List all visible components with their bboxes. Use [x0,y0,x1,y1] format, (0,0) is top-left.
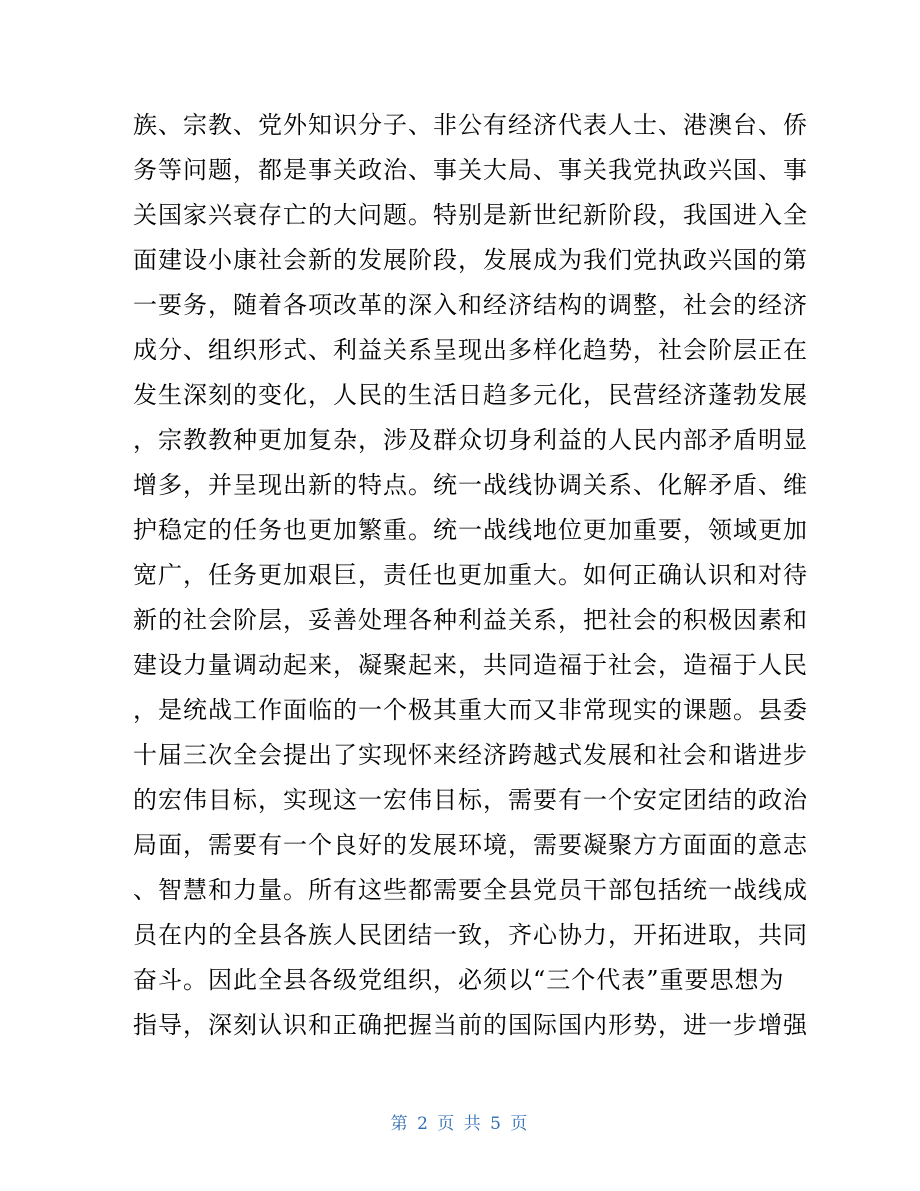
text-line: 成分、组织形式、利益关系呈现出多样化趋势，社会阶层正在 [133,336,808,364]
text-line: 务等问题，都是事关政治、事关大局、事关我党执政兴国、事 [133,156,808,184]
page-indicator: 第 2 页 共 5 页 [390,1114,530,1134]
body-text [133,103,813,1048]
text-line: 一要务，随着各项改革的深入和经济结构的调整，社会的经济 [133,291,808,319]
text-line: 奋斗。因此全县各级党组织，必须以“三个代表”重要思想为 [133,966,785,994]
text-line: 增多，并呈现出新的特点。统一战线协调关系、化解矛盾、维 [133,471,808,499]
text-line: 局面，需要有一个良好的发展环境，需要凝聚方方面面的意志 [133,831,808,859]
text-line: ，是统战工作面临的一个极其重大而又非常现实的课题。县委 [133,696,808,724]
text-line: ，宗教教种更加复杂，涉及群众切身利益的人民内部矛盾明显 [133,426,808,454]
text-line: 员在内的全县各族人民团结一致，齐心协力，开拓进取，共同 [133,921,808,949]
text-line: 护稳定的任务也更加繁重。统一战线地位更加重要，领域更加 [133,516,808,544]
text-line: 的宏伟目标，实现这一宏伟目标，需要有一个安定团结的政治 [133,786,808,814]
text-line: 新的社会阶层，妥善处理各种利益关系，把社会的积极因素和 [133,606,808,634]
text-line: 发生深刻的变化，人民的生活日趋多元化，民营经济蓬勃发展 [133,381,808,409]
text-line: 族、宗教、党外知识分子、非公有经济代表人士、港澳台、侨 [133,111,808,139]
text-line: 关国家兴衰存亡的大问题。特别是新世纪新阶段，我国进入全 [133,201,808,229]
text-line: 指导，深刻认识和正确把握当前的国际国内形势，进一步增强 [133,1011,808,1039]
text-line: 十届三次全会提出了实现怀来经济跨越式发展和社会和谐进步 [133,741,808,769]
text-line: 面建设小康社会新的发展阶段，发展成为我们党执政兴国的第 [133,246,808,274]
text-line: 建设力量调动起来，凝聚起来，共同造福于社会，造福于人民 [133,651,808,679]
page-footer [0,1112,920,1136]
text-line: 、智慧和力量。所有这些都需要全县党员干部包括统一战线成 [133,876,808,904]
text-line: 宽广，任务更加艰巨，责任也更加重大。如何正确认识和对待 [133,561,808,589]
